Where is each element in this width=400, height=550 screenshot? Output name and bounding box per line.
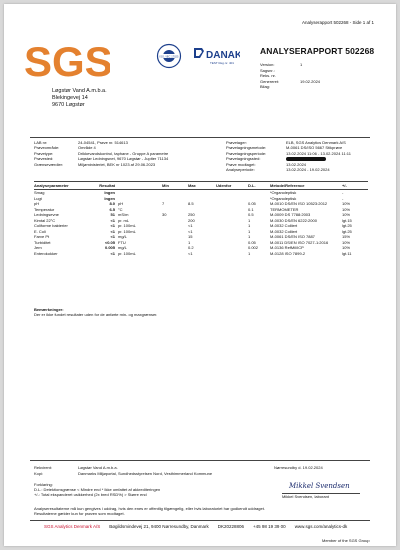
company-cvr: DK20228806 (217, 524, 245, 529)
cell-result: <1 (110, 223, 115, 229)
header-uncertainty: +/- (342, 183, 347, 188)
sgs-logo (24, 36, 110, 84)
info-sample-type: Prøvetype: Drikkevandskontrol, taphane - Gruppe A parametre (34, 150, 169, 156)
cell-uncertainty: lgt.25 (342, 223, 352, 229)
cell-max: <1 (188, 223, 193, 229)
cell-method: M-0032 Colilert (270, 228, 298, 234)
table-row (34, 234, 368, 240)
danak-registration: TEST Reg.nr. 401 (210, 61, 234, 65)
cell-method: M-0011 DS/EN ISO 7027-1:2016 (270, 239, 329, 245)
cell-unit: pr. mL (118, 217, 130, 223)
divider (30, 137, 370, 138)
table-row (34, 201, 368, 207)
cell-dl: 0.002 (248, 245, 259, 251)
cell-dl: 1 (248, 250, 251, 256)
cell-parameter: Kimtal 22°C (34, 217, 56, 223)
cell-unit: mS/m (118, 212, 129, 218)
cell-parameter: Turbiditet (34, 239, 51, 245)
info-sample-received: Prøve modtaget: 13.02.2024 (226, 161, 307, 167)
cell-parameter: E. Coli (34, 228, 46, 234)
table-body (34, 190, 368, 256)
sample-info-right (226, 140, 351, 172)
cell-dl: 1 (248, 223, 251, 229)
cell-uncertainty: 10% (342, 212, 351, 218)
requester: Rekvirent: Løgstør Vand A.m.b.a. (34, 465, 118, 470)
cell-uncertainty: 15% (342, 234, 351, 240)
meta-case-no: Sagsnr.: (260, 67, 275, 73)
cell-parameter: Enterokokker (34, 250, 58, 256)
legend-line-1: D.L.: Detektionsgrænse < Mindre end * Ikke omfattet af akkrediteringen (34, 487, 161, 492)
address-street: Blekingevej 14 (52, 95, 88, 101)
company-website[interactable]: www.sgs.com/analytics-dk (294, 524, 348, 529)
company-name: SGS Analytics Denmark A/S (44, 524, 101, 529)
cell-uncertainty: 10% (342, 239, 351, 245)
cell-max: 1 (188, 239, 191, 245)
cell-method: M-0009 DS 7788:2003 (270, 212, 311, 218)
header-result: Resultat (99, 183, 115, 188)
cell-max: <1 (188, 250, 193, 256)
cell-method: *Organoleptisk (270, 190, 297, 196)
cell-uncertainty: 10% (342, 245, 351, 251)
legend-line-2: +/-: Total ekspanderet usikkerhed (2x bred RSD%) > Større end (34, 492, 147, 497)
cell-uncertainty: 10% (342, 206, 351, 212)
cell-max: 0.2 (188, 245, 194, 251)
info-analysis-period: Analyseperiode: 13.02.2024 - 19.02.2024 (226, 166, 330, 172)
info-lab-no: LAB nr: 24-04541, Prøve nr. 514613 (34, 140, 128, 145)
remarks (34, 307, 157, 317)
cell-unit: FTU (118, 239, 126, 245)
company-footer (44, 524, 374, 529)
header-parameter: Analyseparameter (34, 183, 69, 188)
remarks-heading: Bemærkninger: (34, 307, 64, 312)
cell-max: 250 (188, 212, 195, 218)
cell-max: 200 (188, 217, 195, 223)
bottom-divider (30, 520, 370, 521)
meta-attachment: Bilag: (260, 84, 271, 89)
cell-parameter: Lugt (34, 195, 42, 201)
cell-dl: 1 (248, 234, 251, 240)
meta-generated: Genereret: 19.02.2024 (260, 78, 321, 84)
cell-method: M-0010 DS/EN ISO 10523:2012 (270, 201, 328, 207)
cell-max: <1 (188, 228, 193, 234)
cell-parameter: Farve Pt (34, 234, 50, 240)
cell-result: 8.0 (109, 201, 115, 207)
redacted-value (286, 157, 326, 161)
header-max: Max (188, 183, 196, 188)
cell-dl: 0.5 (248, 212, 254, 218)
cell-result: <1 (110, 217, 115, 223)
disclaimer-line-1: Analyseresultaterne må kun gengives i uddrag, hvis den enes er offentlig tilgængelig, eller hvis laboratoriet har godkendt uddraget. (34, 506, 265, 511)
cell-min: 7 (162, 201, 165, 207)
meta-requisition-no: Reks. nr. (260, 73, 276, 78)
results-table (34, 181, 368, 256)
cell-dl: 1 (248, 217, 251, 223)
cell-result: 0.005 (104, 245, 115, 251)
cell-unit: pH (118, 201, 124, 207)
cell-parameter: Ledningsevne (34, 212, 59, 218)
company-phone: +45 98 19 39 00 (253, 524, 286, 529)
info-sample-site: Prøvested: Løgstør Ledningsnet, 9670 Løgstør - Jupiter 71134 (34, 156, 169, 162)
signature (287, 478, 357, 492)
address-city: 9670 Løgstør (52, 102, 85, 108)
disclaimer (34, 506, 374, 516)
company-address: Bøgildsmindevej 21, 9400 Nørresundby, Danmark (109, 524, 209, 529)
table-row (34, 229, 368, 235)
info-sampling-period: Prøvetagningsperiode: 13.02.2024 11:06 - 13.02.2024 11:11 (226, 150, 351, 156)
report-page (4, 4, 396, 546)
cell-dl: 0.05 (248, 201, 256, 207)
cell-unit: pr. 100mL (118, 228, 136, 234)
table-row (34, 251, 368, 257)
info-sampling-method: Prøvetagningsmetode: M-0061 DS/ISO 5667 Stikprøve (226, 145, 343, 151)
cell-method: M-0061 DS/EN ISO 7887 (270, 234, 315, 240)
signature-text: Mikkel Svendsen (289, 482, 350, 490)
info-sampler: Prøvetager: ELB, SGS Analytics Denmark A/S (226, 140, 346, 145)
copy-to: Kopi: Danmarks Miljøportal, Sundhedsstyrelsen Nord, Vesthimmerland Kommune (34, 471, 213, 476)
meta-version: Version: 1 (260, 62, 303, 67)
cell-parameter: pH (34, 201, 40, 207)
footer-divider (30, 460, 370, 461)
cell-result: <1 (110, 250, 115, 256)
cell-result: <1 (110, 234, 115, 240)
cell-parameter: Temperatur (34, 206, 55, 212)
table-row (34, 223, 368, 229)
cell-unit: pr. 100mL (118, 250, 136, 256)
cell-method: M-0030 DS/EN 6222:2000 (270, 217, 317, 223)
cell-dl: 1 (248, 228, 251, 234)
cell-uncertainty: - (342, 195, 344, 201)
header-dl: D.L. (248, 183, 256, 188)
legend (34, 482, 160, 497)
disclaimer-line-2: Resultaterne gælder kun for prøven som modtaget. (34, 511, 125, 516)
info-sample-area: Prøveområde: Område 4 (34, 145, 96, 151)
cell-method: M-0136 RefMil/ICP (270, 245, 304, 251)
recipients (34, 465, 212, 477)
cell-result: <1 (110, 228, 115, 234)
header-min: Min (162, 183, 169, 188)
cell-result: Ingen (104, 195, 115, 201)
remarks-text: Der er ikke fundet resultater uden for de anførte min- og maxgrænser. (34, 312, 158, 317)
cell-uncertainty: lgt.15 (342, 217, 352, 223)
recipient-address (52, 88, 107, 109)
table-row (34, 218, 368, 224)
cell-parameter: Smag (34, 190, 45, 196)
cell-max: 15 (188, 234, 193, 240)
cell-uncertainty: lgt.11 (342, 250, 352, 256)
cell-unit: pr. 100mL (118, 223, 136, 229)
cell-method: *Organoleptisk (270, 195, 297, 201)
cell-uncertainty: lgt.25 (342, 228, 352, 234)
cell-dl: 0.05 (248, 239, 256, 245)
header-outside: Udenfor (216, 183, 232, 188)
address-name: Løgstør Vand A.m.b.a. (52, 88, 107, 94)
cell-method: TERMOMETER (270, 206, 299, 212)
sgs-logo-text: SGS (24, 38, 110, 84)
info-limit-values: Grænseværdier: Miljøministeriet, BEK nr 1023 af 29.06.2023 (34, 161, 156, 167)
cell-result: <0.05 (104, 239, 115, 245)
cell-method: M-0128 ISO 7899-2 (270, 250, 306, 256)
date-place: Nørresundby d. 19.02.2024 (274, 465, 323, 470)
cell-result: Ingen (104, 190, 115, 196)
cell-unit: °C (118, 206, 123, 212)
cell-uncertainty: - (342, 190, 344, 196)
info-sampling-site: Prøvetagningssted: (226, 156, 351, 161)
legend-title: Forklaring: (34, 482, 53, 487)
signer-name: Mikkel Svendsen, laborant (282, 494, 329, 499)
report-meta (260, 62, 320, 90)
header-method: Metode/Reference (270, 183, 305, 188)
table-header (34, 181, 368, 190)
cell-uncertainty: 10% (342, 201, 351, 207)
cell-parameter: Coliforme bakterier (34, 223, 68, 229)
table-row (34, 245, 368, 251)
member-text: Member of the SGS Group (322, 538, 370, 543)
report-title: ANALYSERAPPORT 502268 (260, 46, 375, 56)
cell-method: M-0032 Colilert (270, 223, 298, 229)
danak-logo (190, 44, 240, 68)
cell-result: 6.5 (109, 206, 115, 212)
cell-max: 8.5 (188, 201, 194, 207)
iso-logo-text: ISO / IEC 17025 (159, 55, 179, 59)
cell-parameter: Jern (34, 245, 42, 251)
danak-logo-text: DANAK (206, 50, 240, 61)
cell-dl: 0.1 (248, 206, 254, 212)
cell-min: 30 (162, 212, 167, 218)
iso-accreditation-logo (156, 43, 182, 69)
table-row (34, 240, 368, 246)
cell-unit: mg/L (118, 234, 127, 240)
cell-unit: mg/L (118, 245, 127, 251)
page-info: Analyserapport 502268 - Side 1 af 1 (302, 20, 375, 25)
cell-result: 51 (110, 212, 115, 218)
table-row (34, 212, 368, 218)
sample-info-left (34, 140, 168, 167)
